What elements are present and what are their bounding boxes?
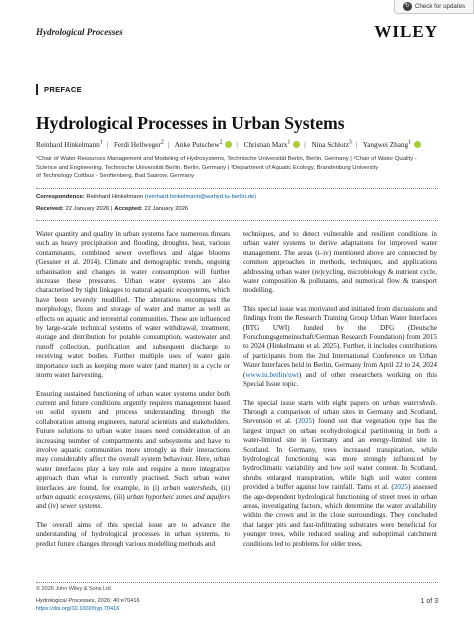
correspondence-email-link[interactable]: (reinhard.hinkelmann@wahyd.tu-berlin.de) xyxy=(144,194,257,200)
check-for-updates-label: Check for updates xyxy=(414,3,466,10)
orcid-icon[interactable] xyxy=(225,141,232,148)
author-3[interactable]: Anke Putschew$^2$ xyxy=(175,141,233,149)
paragraph: Ensuring sustained functioning of urban water systems under both current and future conditions urgently requires management based on solid system and process understanding through the collaboration among engineers, natural scientists and stakeholders. Future solutions to urban water issues need consideration of an increasing number of compartments and subsystems and have to involve aquatic communities more strongly as their interactions may considerably affect the overall system behaviour. Here, urban water interfaces play a key role and require a more integrative approach than what is currently practised. Such urban water interfaces are found, for example, in (i) urban watersheds, (ii) urban aquatic ecosystems, (iii) urban hyporheic zones and aquifers and (iv) sewer systems. xyxy=(36,389,231,511)
section-bar xyxy=(36,84,38,95)
check-for-updates-button[interactable] xyxy=(394,0,474,14)
copyright: © 2026 John Wiley & Sons Ltd. xyxy=(36,586,113,592)
author-6[interactable]: Yangwei Zhang$^1$ xyxy=(363,141,421,149)
affiliations: ¹Chair of Water Resources Management and Modeling of Hydrosystems, Technische Universität Berlin, Berlin, Germany | ²Chair of Water Quality - Science and Engineering, Technische Universität Berlin, Berlin, Germany | ³Department of Aquatic Ecology, Brandenburg University of Technology Cottbus - Senftenberg, Bad Saarow, Germany xyxy=(36,156,417,180)
citation-link[interactable]: 2025 xyxy=(393,483,408,492)
divider xyxy=(36,582,438,583)
section-label xyxy=(36,84,82,95)
author-4[interactable]: Christian Marx$^1$ xyxy=(244,141,301,149)
orcid-icon[interactable] xyxy=(414,141,421,148)
author-5[interactable]: Nina Schlotz$^3$ xyxy=(311,140,352,150)
citation-link[interactable]: 2025 xyxy=(297,417,313,426)
body-column-left xyxy=(36,230,230,558)
refresh-icon: ↻ xyxy=(404,3,410,9)
publisher-logo: WILEY xyxy=(374,22,438,41)
body-column-right xyxy=(243,230,437,558)
paragraph: The overall aims of this special issue are to advance the understanding of hydrological processes in urban systems, to predict future changes through various modelling methods and xyxy=(36,520,230,548)
author-1[interactable]: Reinhard Hinkelmann$^1$ xyxy=(36,140,103,150)
paragraph: techniques, and to detect vulnerable and resilient conditions in urban water systems to derive adaptations for improved water management. The areas (i–iv) mentioned above are connected by common approaches in methods, techniques, and applications addressing urban water (re)cycling, microbiology & nutrient cycle, water composition & pollutants, and numerical flow & transport modelling. xyxy=(243,230,437,295)
orcid-icon[interactable] xyxy=(293,141,300,148)
paragraph: The special issue starts with eight papers on urban watersheds. Through a comparison of urban sites in Germany and Scotland, Stevenson et al. (2025) found out that vegetation type has the largest impact on urban ecohydrological partitioning in both a water-limited site in Germany and an energy-limited site in Scotland. In Germany, trees increased transpiration, while hydrological functioning was more strongly influenced by hydroclimatic variability and low soil water content. In Scotland, shrubs enlarged transpiration, while high soil water content provided a buffer against low rainfall. Tams et al. (2025) assessed the age-dependent hydrological functioning of street trees in urban areas, investigating factors, which determine the water availability within the crown and in the close surroundings. They concluded that larger pits and fast-infiltrating substrates were beneficial for younger trees, while reduced sealing and suboptimal catchment conditions led to problems for older trees. xyxy=(243,398,438,548)
correspondence: Correspondence: Reinhard Hinkelmann (reinhard.hinkelmann@wahyd.tu-berlin.de) xyxy=(36,194,257,200)
section-text: PREFACE xyxy=(44,85,82,94)
paragraph: This special issue was motivated and initiated from discussions and findings from the Research Training Group Urban Water Interfaces (RTG UWI) funded by the DFG (Deutsche Forschungsgemeinschaft/German Research Foundation) from 2015 to 2024 (Hinkelmann et al. 2025). Further, it includes contributions of participants from the 2nd International Conference on Urban Water Interfaces held in Berlin, Germany from April 22 to 24, 2024 (www.tu.berlin/uwi) and of other researchers working on this Special Issue topic. xyxy=(243,304,437,389)
article-title: Hydrological Processes in Urban Systems xyxy=(36,113,345,133)
article-dates: Received: 22 January 2026 | Accepted: 22 January 2026 xyxy=(36,206,189,212)
footer-doi-link[interactable]: https://doi.org/10.1002/hyp.70416 xyxy=(36,606,120,612)
page-number: 1 of 3 xyxy=(420,598,438,605)
divider xyxy=(36,188,438,189)
divider xyxy=(36,220,438,221)
paragraph: Water quantity and quality in urban systems face numerous threats such as heavy precipitation and flooding, droughts, heat, various contaminants, combined sewer overflows and algae blooms (Gessner et al. 2014). Climate and demographic trends, ongoing urbanisation and changes in water consumption will further increase these pressures. Urban water systems are also characterised by tight linkages to natural aquatic ecosystems, which have been severely modified. The alterations encompass the morphology, fluxes and storage of water and matter as well as effects on aquatic and terrestrial communities. These are influenced by large-scale technical systems of water withdrawal, treatment, storage and distribution for potable consumption, wastewater and runoff collection, purification and subsequent discharge to receiving water bodies. Further multiple uses of water gain importance such as keeping more water (and matter) in a cycle or storm water harvesting. xyxy=(36,230,230,380)
uwi-link[interactable]: www.tu.berlin/uwi xyxy=(245,370,299,379)
footer-journal: Hydrological Processes, 2026; 40:e70416 xyxy=(36,598,140,604)
author-2[interactable]: Ferdi Hellweger$^2$ xyxy=(113,140,164,150)
journal-name: Hydrological Processes xyxy=(36,27,123,37)
author-list: Reinhard Hinkelmann$^1$ | Ferdi Hellweger$^2$ | Anke Putschew$^2$ | Christian Marx$^1$ | Nina Schlotz$^3$ | Yangwei Zhang$^1$ xyxy=(36,140,446,149)
